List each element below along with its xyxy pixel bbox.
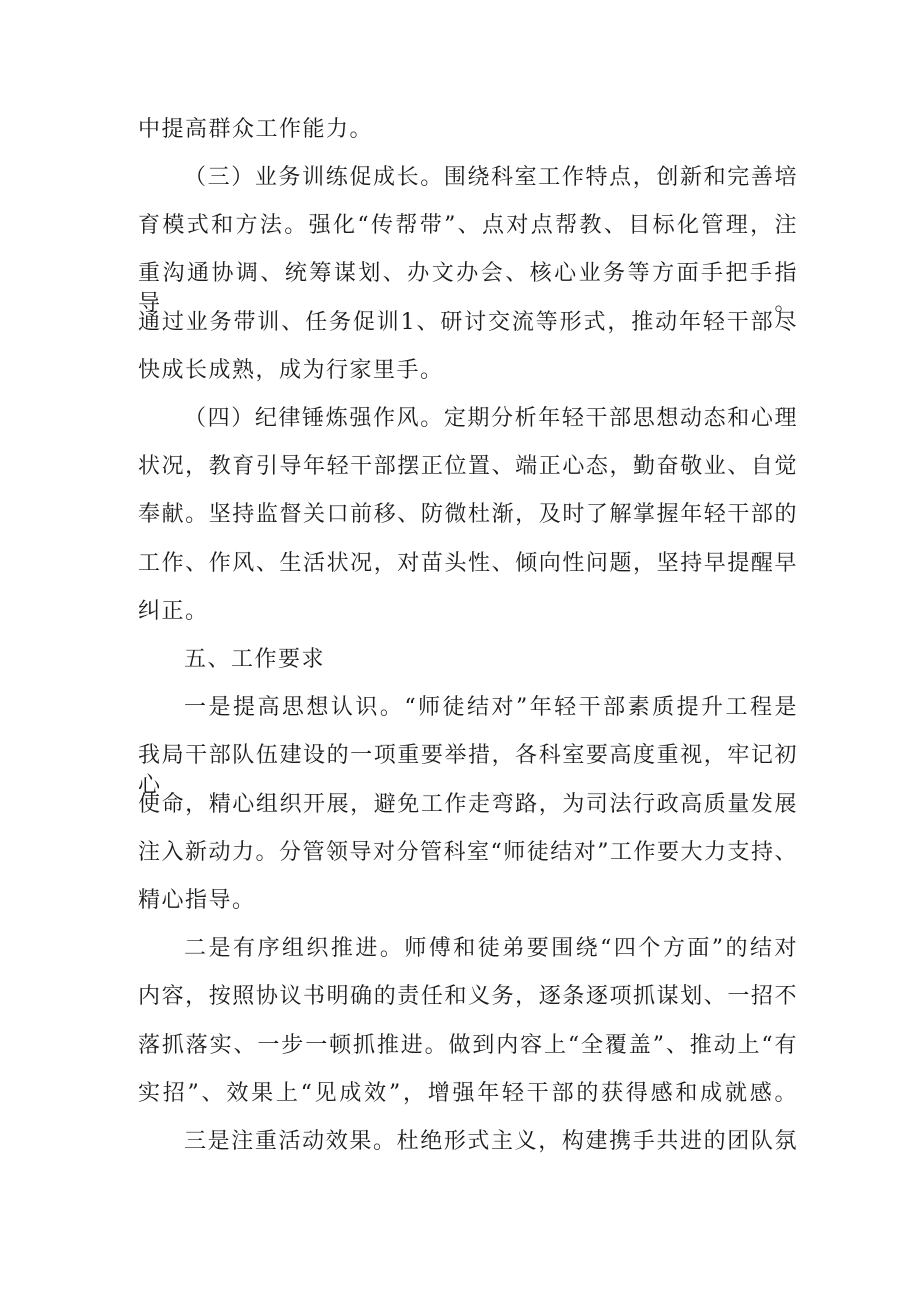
text-line: （三）业务训练促成长。围绕科室工作特点，创新和完善培 bbox=[184, 165, 798, 190]
text-line: 二是有序组织推进。师傅和徒弟要围绕“四个方面”的结对 bbox=[184, 936, 798, 961]
text-line: 通过业务带训、任务促训1、研讨交流等形式，推动年轻干部尽 bbox=[138, 310, 798, 335]
text-line: 实招”、效果上“见成效”，增强年轻干部的获得感和成就感。 bbox=[138, 1081, 798, 1106]
text-line: 育模式和方法。强化“传帮带”、点对点帮教、目标化管理，注 bbox=[138, 213, 798, 238]
text-line: 纠正。 bbox=[138, 599, 209, 624]
text-line: 注入新动力。分管领导对分管科室“师徒结对”工作要大力支持、 bbox=[138, 840, 798, 865]
section-heading: 五、工作要求 bbox=[184, 647, 326, 672]
text-line: 落抓落实、一步一顿抓推进。做到内容上“全覆盖”、推动上“有 bbox=[138, 1033, 798, 1058]
text-line: 工作、作风、生活状况，对苗头性、倾向性问题，坚持早提醒早 bbox=[138, 551, 798, 576]
text-line: 重沟通协调、统筹谋划、办文办会、核心业务等方面手把手指导。 bbox=[138, 261, 798, 316]
text-line: 奉献。坚持监督关口前移、防微杜渐，及时了解掌握年轻干部的 bbox=[138, 502, 798, 527]
text-line: 内容，按照协议书明确的责任和义务，逐条逐项抓谋划、一招不 bbox=[138, 984, 798, 1009]
text-line: 三是注重活动效果。杜绝形式主义，构建携手共进的团队氛 bbox=[184, 1129, 798, 1154]
text-line: 我局干部队伍建设的一项重要举措，各科室要高度重视，牢记初心 bbox=[138, 743, 798, 798]
text-line: 快成长成熟，成为行家里手。 bbox=[138, 358, 444, 383]
text-line: 精心指导。 bbox=[138, 888, 256, 913]
text-line: （四）纪律锤炼强作风。定期分析年轻干部思想动态和心理 bbox=[184, 406, 798, 431]
text-line: 状况，教育引导年轻干部摆正位置、端正心态，勤奋敬业、自觉 bbox=[138, 454, 798, 479]
text-line: 一是提高思想认识。“师徒结对”年轻干部素质提升工程是 bbox=[184, 695, 798, 720]
text-line: 使命，精心组织开展，避免工作走弯路，为司法行政高质量发展 bbox=[138, 792, 798, 817]
text-line: 中提高群众工作能力。 bbox=[138, 117, 374, 142]
